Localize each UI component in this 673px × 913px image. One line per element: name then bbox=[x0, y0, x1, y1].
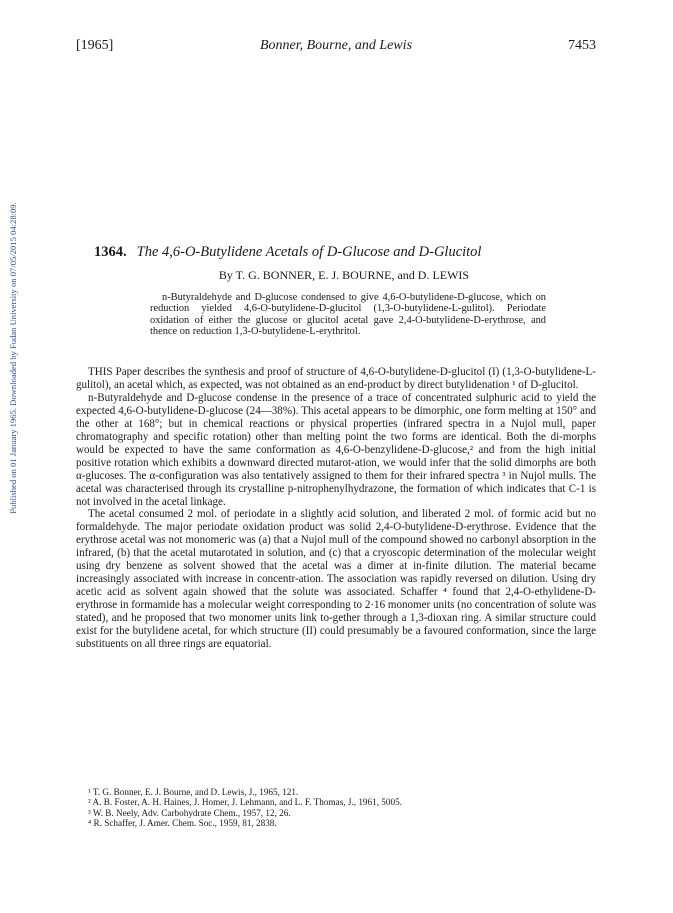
footnote: ² A. B. Foster, A. H. Haines, J. Homer, J. Lehmann, and L. F. Thomas, J., 1961, 5005. bbox=[88, 797, 402, 808]
header-authors: Bonner, Bourne, and Lewis bbox=[259, 38, 413, 53]
footnote: ⁴ R. Schaffer, J. Amer. Chem. Soc., 1959, 81, 2838. bbox=[88, 817, 277, 828]
footnote: ¹ T. G. Bonner, E. J. Bourne, and D. Lewis, J., 1965, 121. bbox=[88, 787, 299, 797]
body-paragraph: THIS Paper describes the synthesis and proof of structure of 4,6-O-butylidene-D-glucitol (I) (1,3-O-butylidene-L-gulitol), an acetal which, as expected, was not obtained as an end-product by direct butylidenation ¹ of D-glucitol. bbox=[76, 366, 596, 391]
article-body bbox=[76, 366, 596, 651]
footnote: ³ W. B. Neely, Adv. Carbohydrate Chem., 1957, 12, 26. bbox=[88, 807, 291, 818]
body-paragraph: n-Butyraldehyde and D-glucose condense in the presence of a trace of concentrated sulphuric acid to yield the expected 4,6-O-butylidene-D-glucose (24—38%). This acetal appears to be dimorphic, one form melting at 150° and the other at 168°; but in chemical reactions or physical properties (infrared spectra in a Nujol mull, paper chromatography and specific rotation) other than melting point the two forms are identical. Both the di-morphs would be expected to have the same conformation as 4,6-O-benzylidene-D-glucose,² and from the high initial positive rotation which exhibits a downward directed mutarot-ation, we would infer that the solid dimorphs are both α-glucoses. The α-configuration was also tentatively assigned to them for their infrared spectra ³ in Nujol mulls. The acetal was characterised through its crystalline p-nitrophenylhydrazone, the formation of which indicates that C-1 is not involved in the acetal linkage. bbox=[76, 391, 596, 508]
running-header bbox=[76, 38, 596, 56]
download-watermark bbox=[6, 128, 20, 588]
article-title-text: The 4,6-O-Butylidene Acetals of D-Glucose and D-Glucitol bbox=[136, 244, 482, 260]
watermark-text: Published on 01 January 1965. Downloaded by Fudan University on 07/05/2015 04:28:09. bbox=[8, 202, 18, 514]
body-paragraph: The acetal consumed 2 mol. of periodate in a slightly acid solution, and liberated 2 mol. of formic acid but no formaldehyde. The major periodate oxidation product was solid 2,4-O-butylidene-D-erythrose. Evidence that the erythrose acetal was not monomeric was (a) that a Nujol mull of the compound showed no carbonyl absorption in the infrared, (b) that the acetal mutarotated in solution, and (c) that a cryoscopic determination of the molecular weight using dry benzene as solvent showed that the acetal was a dimer at in-finite dilution. The material became increasingly associated with increase in concentr-ation. The association was rapidly reversed on dilution. Using dry acetic acid as solvent again showed that the solute was associated. Schaffer ⁴ found that 2,4-O-ethylidene-D-erythrose in formamide has a molecular weight corresponding to 2·16 monomer units (no concentration of solute was stated), and he proposed that two monomer units link to-gether through a 1,3-dioxan ring. A similar structure could exist for the butylidene acetal, for which structure (II) could presumably be a favoured conformation, since the large substituents on all three rings are equatorial. bbox=[76, 508, 596, 651]
footnotes bbox=[76, 787, 596, 828]
article-title bbox=[94, 244, 614, 261]
abstract: n-Butyraldehyde and D-glucose condensed to give 4,6-O-butylidene-D-glucose, which on reduction yielded 4,6-O-butylidene-D-glucitol (1,3-O-butylidene-L-gulitol). Periodate oxidation of either the glucose or glucitol acetal gave 2,4-O-butylidene-D-erythrose, and thence on reduction 1,3-O-butylidene-L-erythritol. bbox=[150, 292, 546, 338]
author-byline: By T. G. BONNER, E. J. BOURNE, and D. LEWIS bbox=[218, 268, 470, 282]
article-number: 1364. bbox=[94, 244, 127, 260]
header-page-number: 7453 bbox=[568, 38, 596, 53]
header-year: [1965] bbox=[76, 38, 114, 53]
